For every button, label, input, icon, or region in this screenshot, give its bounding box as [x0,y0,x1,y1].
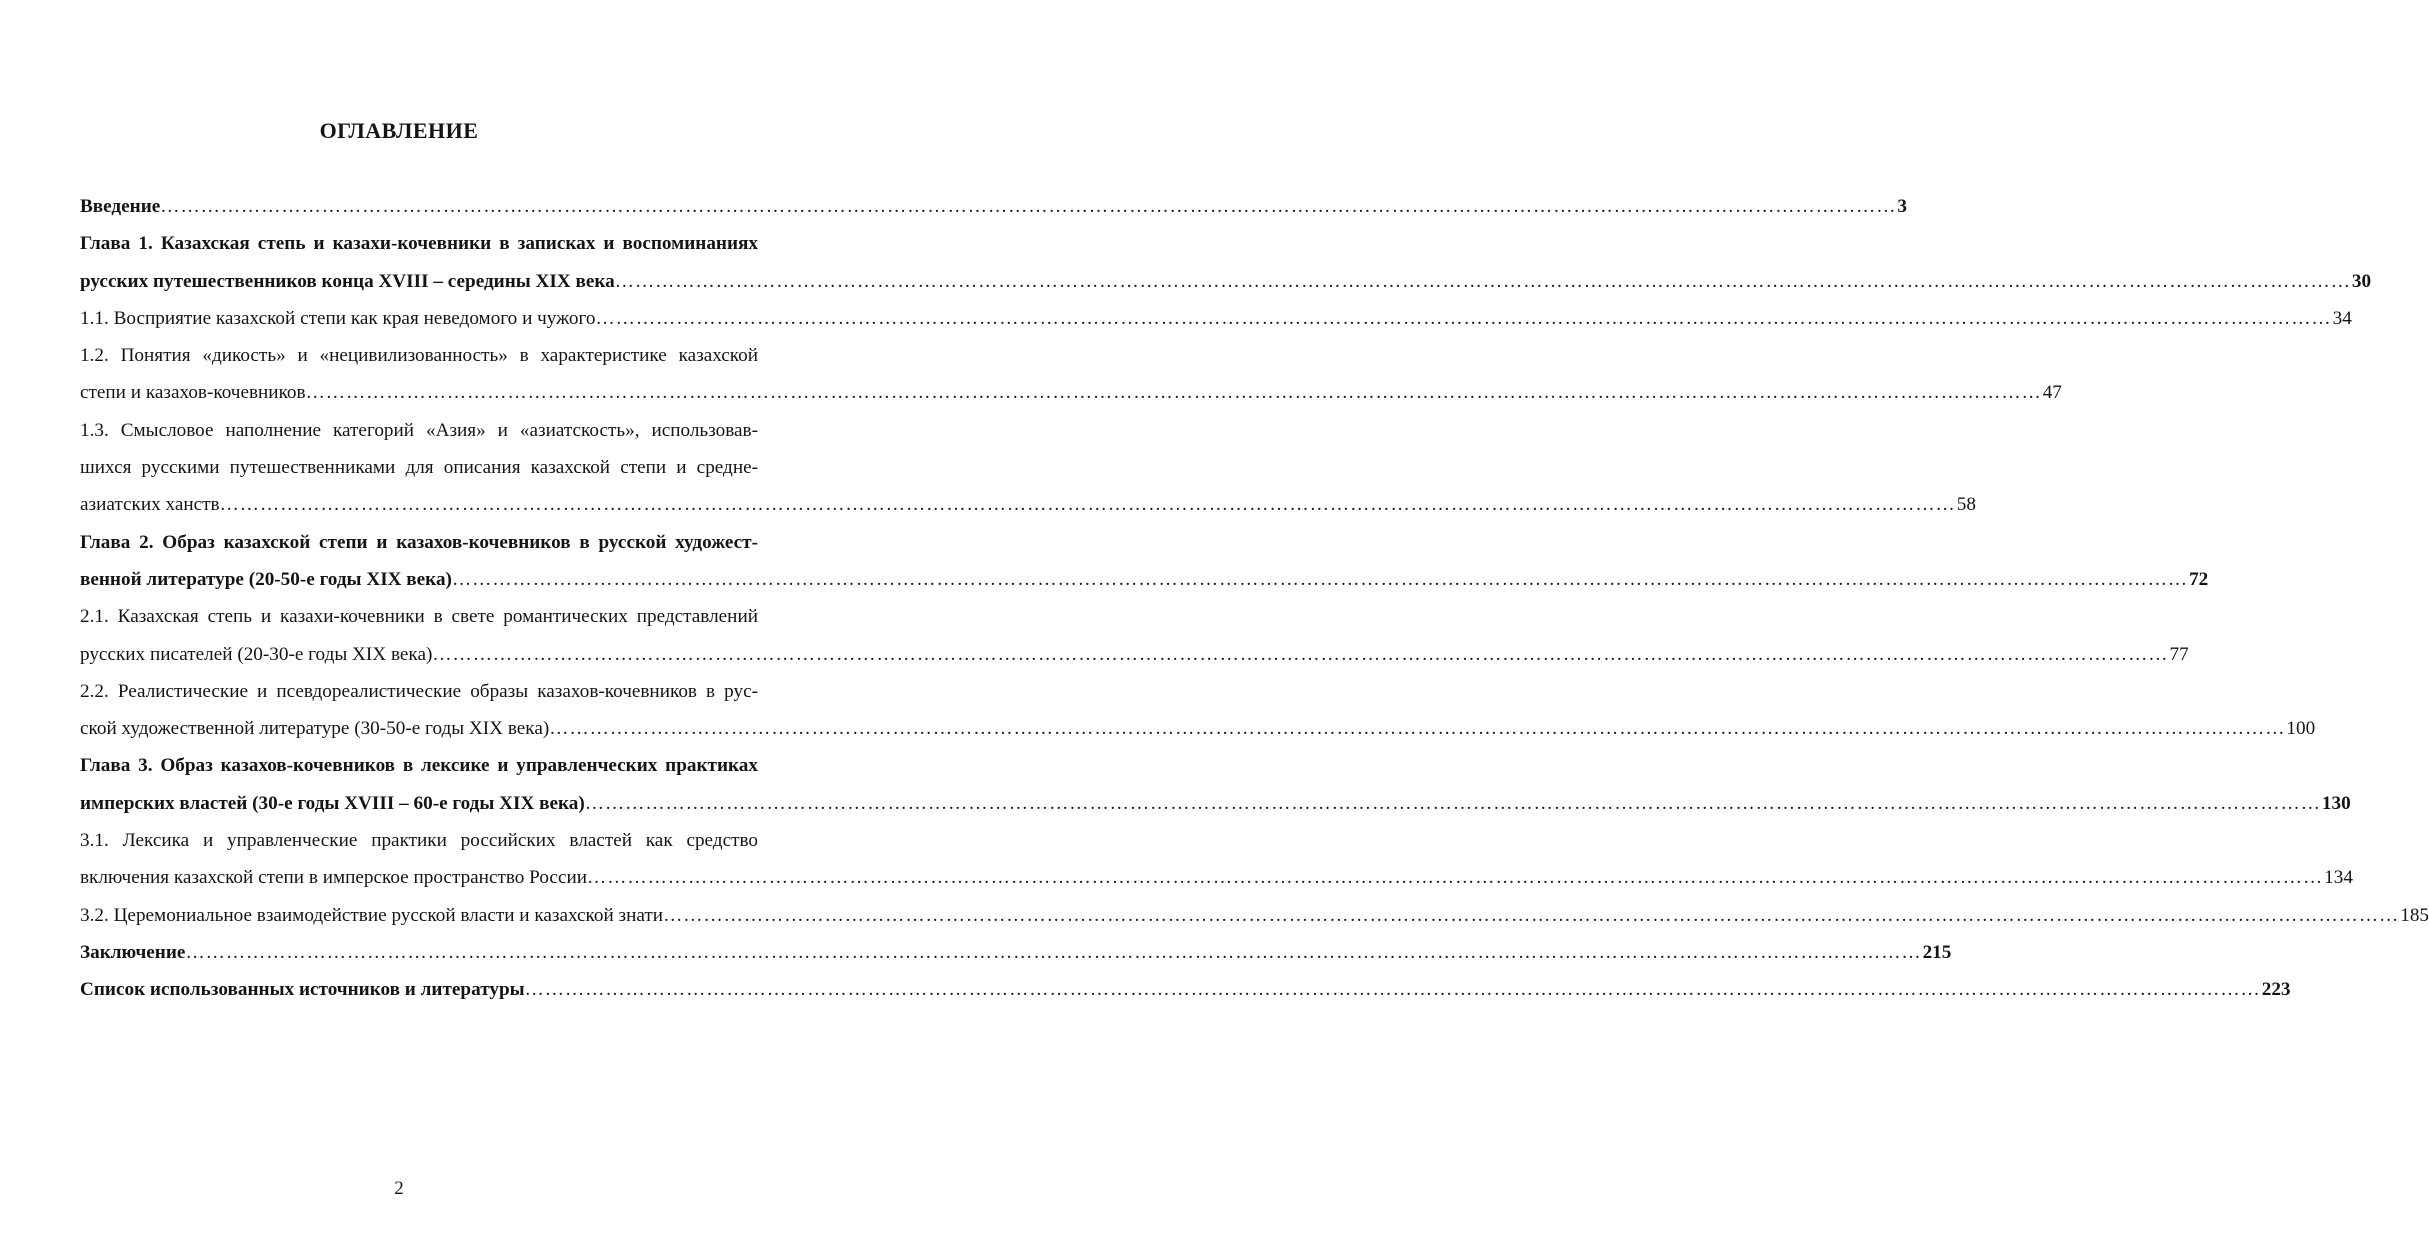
table-of-contents [80,194,2429,1015]
toc-leader-dots: …………………………………………………………………………………………………………………………………………………………………………………………………………………………………… [185,941,1922,963]
toc-entry-title: венной литературе (20-50-е годы XIX века) [80,568,452,590]
toc-page-number: 185 [2400,904,2429,926]
toc-entry-title: имперских властей (30-е годы XVIII – 60-е годы XIX века) [80,792,585,814]
toc-entry-section-1-1[interactable] [80,306,2352,343]
toc-leader-dots: …………………………………………………………………………………………………………………………………………………………………………………………………………………………………… [305,382,2042,404]
toc-entry-section-2-2[interactable] [80,716,2316,753]
toc-entry-conclusion[interactable] [80,940,1952,977]
page-number: 2 [394,1178,404,1199]
toc-leader-dots: …………………………………………………………………………………………………………………………………………………………………………………………………………………………………… [584,792,2321,814]
toc-entry-introduction[interactable] [80,194,1907,231]
toc-entry-title: Заключение [80,941,186,963]
toc-entry-title: русских путешественников конца XVIII – середины XIX века [80,270,615,292]
toc-leader-dots: …………………………………………………………………………………………………………………………………………………………………………………………………………………………………… [595,307,2332,329]
toc-entry-bibliography[interactable] [80,977,2291,1014]
toc-entry-section-3-1[interactable] [80,865,2353,902]
toc-page-number: 30 [2351,270,2372,292]
toc-entry-title: Введение [80,196,161,217]
toc-entry-section-3-1-line-1[interactable]: 3.1. Лексика и управленческие практики российских властей как средство [80,830,758,852]
page-title: ОГЛАВЛЕНИЕ [319,118,479,143]
toc-leader-dots: …………………………………………………………………………………………………………………………………………………………………………………………………………………………………… [524,979,2261,1001]
toc-entry-section-3-2[interactable] [80,903,2429,940]
toc-page-number: 72 [2189,568,2209,590]
toc-leader-dots: …………………………………………………………………………………………………………………………………………………………………………………………………………………………………… [451,568,2189,590]
toc-entry-title: азиатских ханств [80,494,220,516]
toc-leader-dots: …………………………………………………………………………………………………………………………………………………………………………………………………………………………………… [587,867,2324,889]
toc-page-number: 223 [2261,979,2291,1001]
toc-entry-title: ской художественной литературе (30-50-е годы XIX века) [80,718,550,740]
toc-entry-section-2-1[interactable] [80,642,2189,679]
toc-leader-dots: …………………………………………………………………………………………………………………………………………………………………………………………………………………………………… [219,494,1956,516]
toc-leader-dots: …………………………………………………………………………………………………………………………………………………………………………………………………………………………………… [549,718,2286,740]
toc-entry-title: степи и казахов-кочевников [80,382,306,404]
toc-entry-chapter-1-line-1[interactable]: Глава 1. Казахская степь и казахи-кочевники в записках и воспоминаниях [80,233,758,255]
toc-entry-title: русских писателей (20-30-е годы XIX века) [80,643,433,665]
toc-entry-section-1-3-line-2[interactable]: шихся русскими путешественниками для описания казахской степи и средне- [80,457,758,479]
toc-entry-chapter-2-line-1[interactable]: Глава 2. Образ казахской степи и казахов-кочевников в русской художест- [80,531,758,553]
toc-page-number: 134 [2324,867,2353,889]
toc-entry-section-1-3[interactable] [80,492,1976,529]
toc-entry-chapter-1[interactable] [80,269,2372,306]
toc-leader-dots: …………………………………………………………………………………………………………………………………………………………………………………………………………………………………… [663,904,2400,926]
toc-page-number: 3 [1897,196,1907,217]
toc-leader-dots: …………………………………………………………………………………………………………………………………………………………………………………………………………………………………… [160,196,1897,217]
toc-entry-title: Список использованных источников и литературы [80,979,525,1001]
toc-entry-title: 1.1. Восприятие казахской степи как края неведомого и чужого [80,307,596,329]
toc-entry-section-2-1-line-1[interactable]: 2.1. Казахская степь и казахи-кочевники в свете романтических представлений [80,606,758,628]
toc-entry-chapter-3[interactable] [80,791,2351,828]
toc-entry-chapter-3-line-1[interactable]: Глава 3. Образ казахов-кочевников в лексике и управленческих практиках [80,755,758,777]
toc-page-number: 100 [2286,718,2316,740]
toc-page-number: 130 [2321,792,2351,814]
toc-entry-title: включения казахской степи в имперское пространство России [80,867,587,889]
toc-entry-chapter-2[interactable] [80,567,2209,604]
toc-page-number: 215 [1922,941,1952,963]
toc-entry-section-1-2[interactable] [80,380,2062,417]
toc-page-number: 58 [1956,494,1976,516]
toc-entry-title: 3.2. Церемониальное взаимодействие русской власти и казахской знати [80,904,664,926]
toc-entry-section-2-2-line-1[interactable]: 2.2. Реалистические и псевдореалистические образы казахов-кочевников в рус- [80,680,758,702]
toc-entry-section-1-2-line-1[interactable]: 1.2. Понятия «дикость» и «нецивилизованность» в характеристике казахской [80,345,758,367]
toc-leader-dots: …………………………………………………………………………………………………………………………………………………………………………………………………………………………………… [432,643,2169,665]
toc-page-number: 77 [2169,643,2189,665]
toc-page-number: 34 [2332,307,2352,329]
toc-leader-dots: …………………………………………………………………………………………………………………………………………………………………………………………………………………………………… [614,270,2351,292]
toc-entry-section-1-3-line-1[interactable]: 1.3. Смысловое наполнение категорий «Азия» и «азиатскость», использовав- [80,419,758,441]
toc-page-number: 47 [2042,382,2062,404]
